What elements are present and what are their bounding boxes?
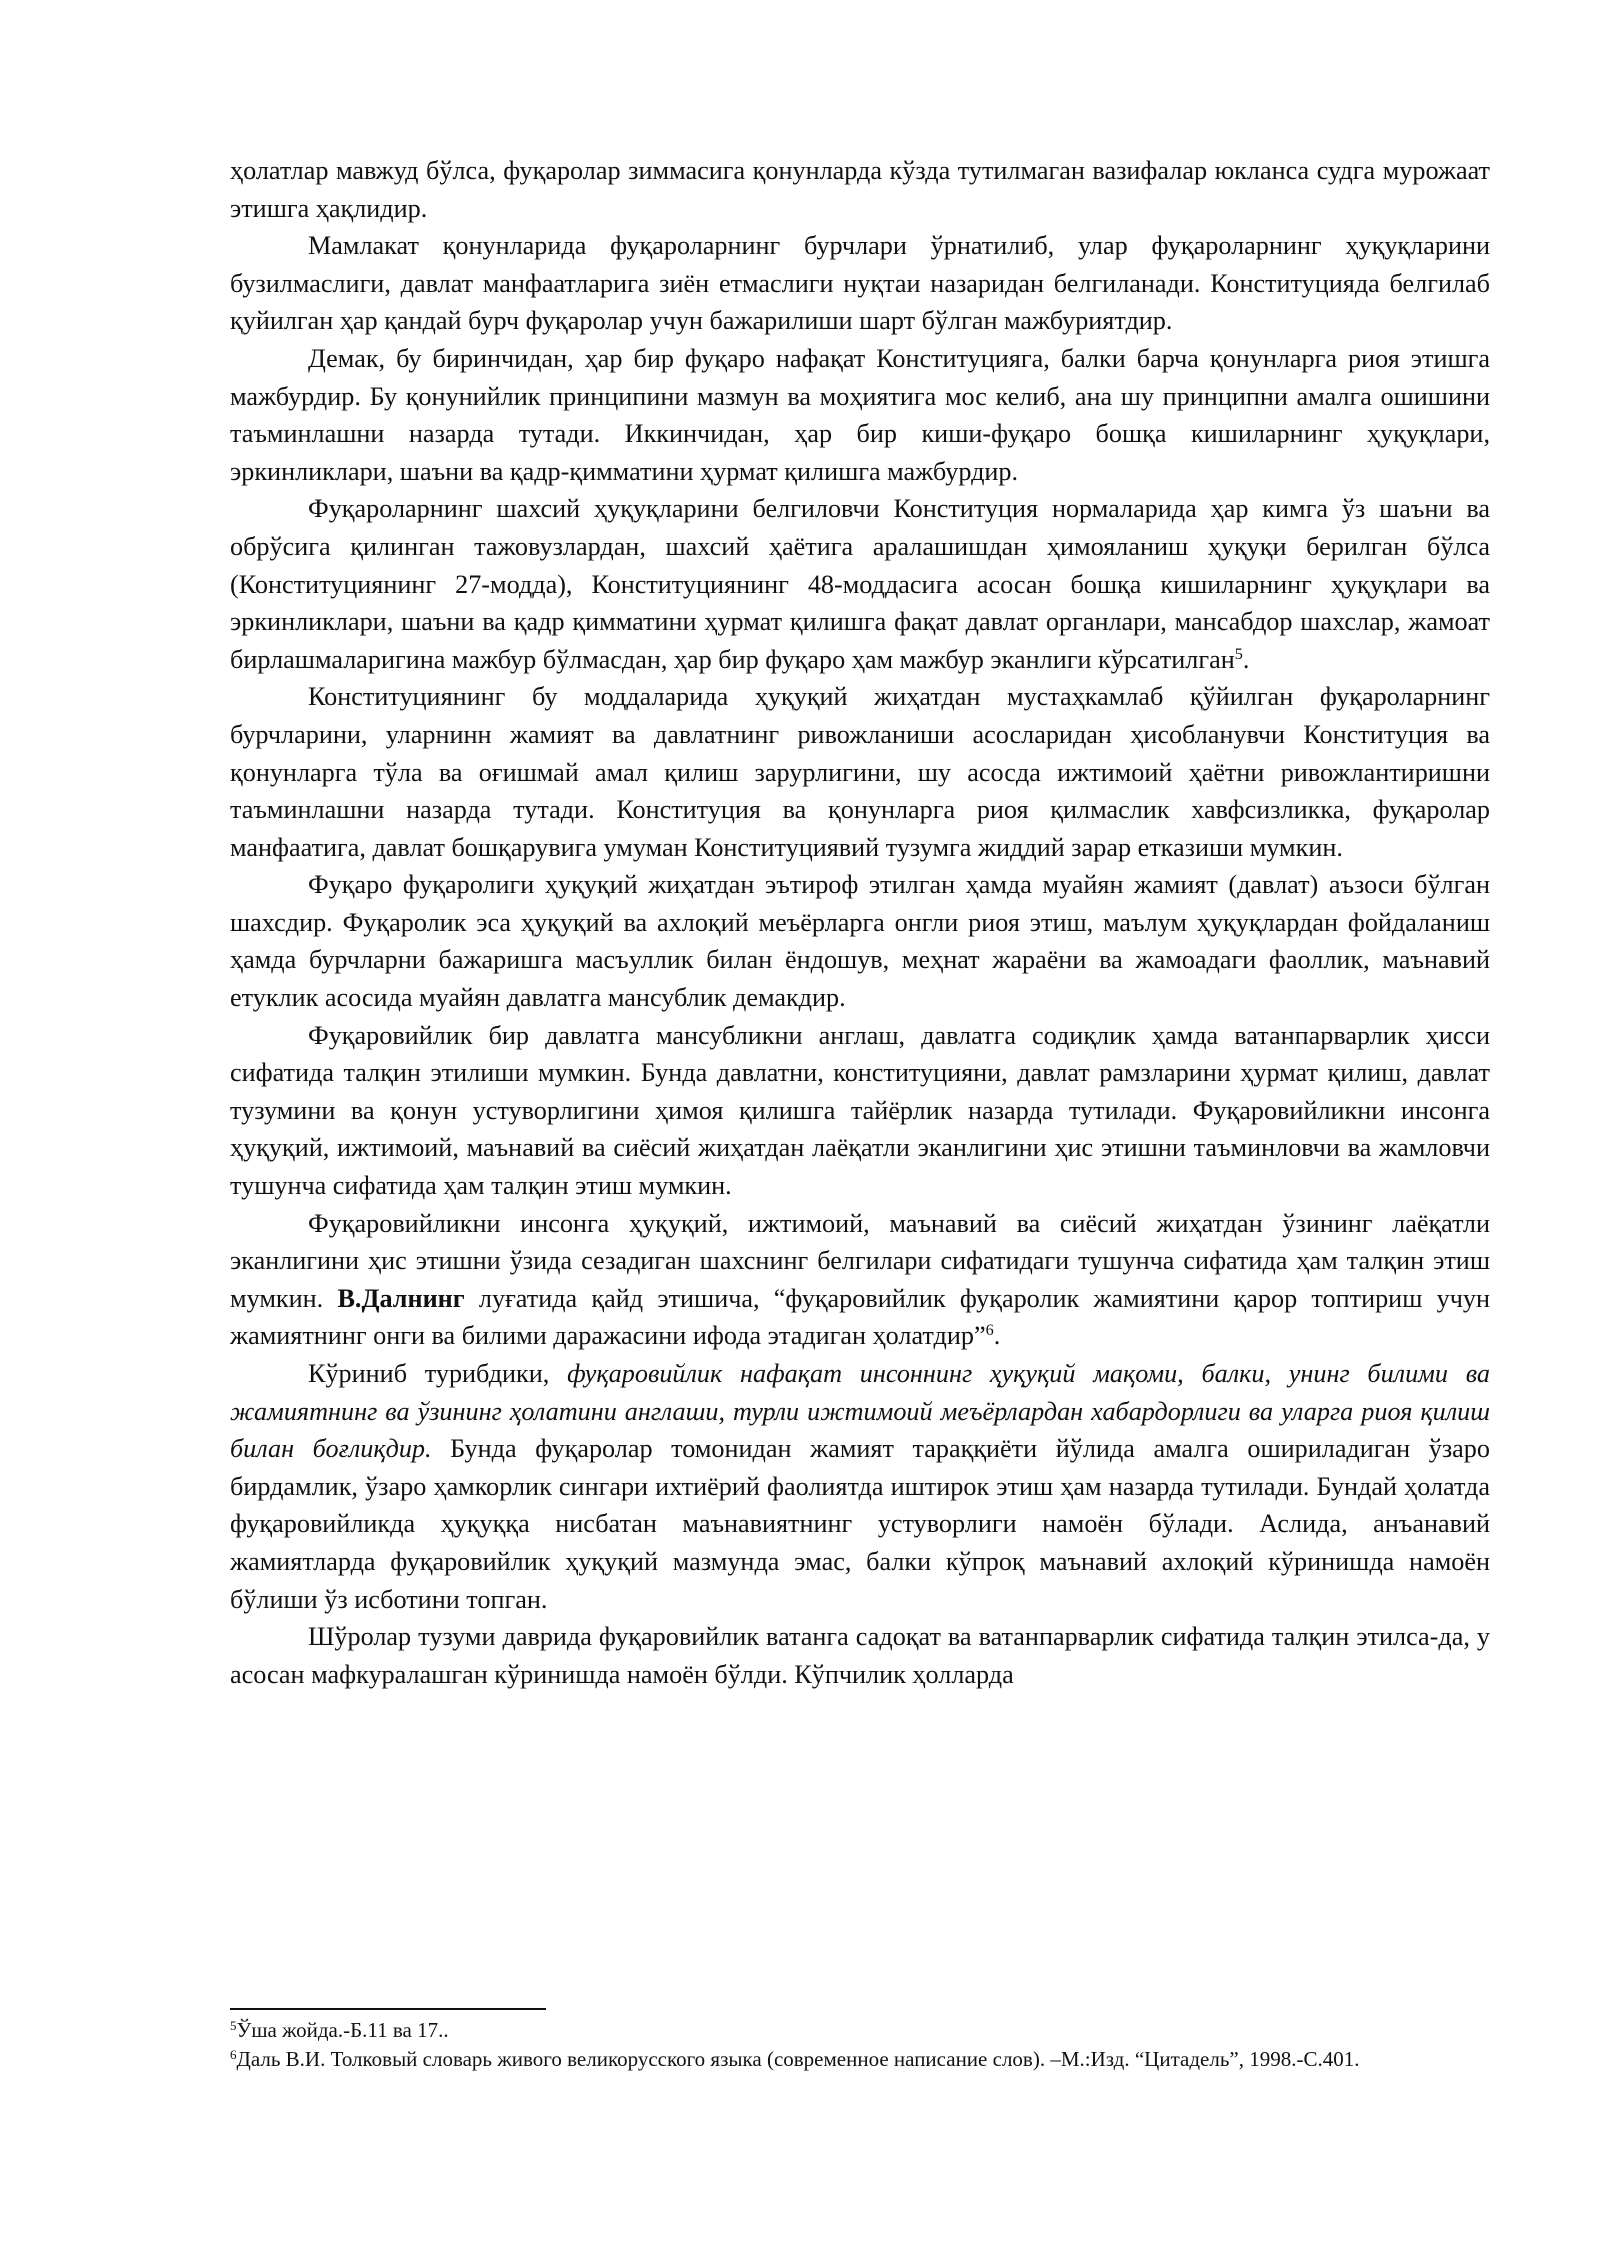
paragraph (230, 866, 1490, 1016)
text-run: Бунда фуқаролар томонидан жамият тараққиёти йўлида амалга ошириладиган ўзаро бирдамлик, ўзаро ҳамкорлик сингари ихтиёрий фаолиятда иштирок этиш ҳам назарда тутилади. Бундай ҳолатда фуқаровийликда ҳуқуққа нисбатан маънавиятнинг устуворлиги намоён бўлади. Аслида, анъанавий жамиятларда фуқаровийлик ҳуқуқий мазмунда эмас, балки кўпроқ маънавий ахлоқий кўринишда намоён бўлиши ўз исботини топган. (230, 1434, 1490, 1614)
text-run: Фуқаро фуқаролиги ҳуқуқий жиҳатдан эътироф этилган ҳамда муайян жамият (давлат) аъзоси бўлган шахсдир. Фуқаролик эса ҳуқуқий ва ахлоқий меъёрларга онгли риоя этиш, маълум ҳуқуқлардан фойдаланиш ҳамда бурчларни бажаришга масъуллик билан ёндошув, меҳнат жараёни ва жамоадаги фаоллик, маънавий етуклик асосида муайян давлатга мансублик демакдир. (230, 870, 1490, 1013)
footnotes (230, 2016, 1490, 2074)
text-run: Фуқаровийлик бир давлатга мансубликни англаш, давлатга содиқлик ҳамда ватанпарварлик ҳисси сифатида талқин этилиши мумкин. Бунда давлатни, конституцияни, давлат рамзларини ҳурмат қилиш, давлат тузумини ва қонун устуворлигини ҳимоя қилишга тайёрлик назарда тутилади. Фуқаровийликни инсонга ҳуқуқий, ижтимоий, маънавий ва сиёсий жиҳатдан лаёқатли эканлигини ҳис этишни таъминловчи ва жамловчи тушунча сифатида ҳам талқин этиш мумкин. (230, 1020, 1490, 1201)
paragraph (230, 1205, 1490, 1355)
text-run: Фуқароларнинг шахсий ҳуқуқларини белгиловчи Конституция нормаларида ҳар кимга ўз шаъни ва обрўсига қилинган тажовузлардан, шахсий ҳаётига аралашишдан ҳимояланиш ҳуқуқи берилган бўлса (Конституциянинг 27-модда), Конституциянинг 48-моддасига асосан бошқа кишиларнинг ҳуқуқлари ва эркинликлари, шаъни ва қадр қимматини ҳурмат қилишга фақат давлат органлари, мансабдор шахслар, жамоат бирлашмаларигина мажбур бўлмасдан, ҳар бир фуқаро ҳам мажбур эканлиги кўрсатилган (230, 494, 1490, 674)
italic-text: фуқаровийлик нафақат инсоннинг ҳуқуқий мақоми, балки, унинг билими ва жамиятнинг ва ўзининг ҳолатини англаши, турли ижтимоий меъёрлардан хабардорлиги ва уларга риоя қилиш билан боғлиқдир. (230, 1359, 1490, 1464)
footnote-reference: 5 (1234, 644, 1243, 663)
footnote-reference: 6 (230, 2046, 237, 2062)
paragraph (230, 490, 1490, 678)
paragraph (230, 1355, 1490, 1618)
text-run: . (1242, 644, 1250, 674)
paragraph (230, 1618, 1490, 1693)
text-run: Шўролар тузуми даврида фуқаровийлик ватанга садоқат ва ватанпарварлик сифатида талқин этилса-да, у асосан мафкуралашган кўринишда намоён бўлди. Кўпчилик ҳолларда (230, 1622, 1490, 1689)
text-run: Даль В.И. Толковый словарь живого великорусского языка (современное написание слов). –М.:Изд. “Цитадель”, 1998.-С.401. (236, 2047, 1360, 2071)
footnote-reference: 6 (985, 1321, 994, 1340)
paragraph (230, 678, 1490, 866)
bold-text: В.Далнинг (337, 1283, 465, 1313)
body-text (230, 152, 1490, 1693)
footnote-separator (230, 2008, 546, 2010)
text-run: Кўриниб турибдики, (308, 1359, 568, 1388)
paragraph (230, 152, 1490, 227)
paragraph (230, 227, 1490, 340)
text-run: Ўша жойда.-Б.11 ва 17.. (236, 2018, 449, 2042)
text-run: луғатида қайд этишича, “фуқаровийлик фуқаролик жамиятини қарор топтириш учун жамиятнинг онги ва билими даражасини ифода этадиган ҳолатдир” (230, 1283, 1490, 1351)
text-run: ҳолатлар мавжуд бўлса, фуқаролар зиммасига қонунларда кўзда тутилмаган вазифалар юкланса судга мурожаат этишга ҳақлидир. (230, 156, 1490, 223)
paragraph (230, 340, 1490, 490)
footnote (230, 2045, 1490, 2074)
text-run: . (993, 1321, 1001, 1351)
text-run: Демак, бу биринчидан, ҳар бир фуқаро нафақат Конституцияга, балки барча қонунларга риоя этишга мажбурдир. Бу қонунийлик принципини мазмун ва моҳиятига мос келиб, ана шу принципни амалга ошишини таъминлашни назарда тутади. Иккинчидан, ҳар бир киши-фуқаро бошқа кишиларнинг ҳуқуқлари, эркинликлари, шаъни ва қадр-қимматини ҳурмат қилишга мажбурдир. (230, 343, 1490, 486)
footnote (230, 2016, 1490, 2045)
text-run: Мамлакат қонунларида фуқароларнинг бурчлари ўрнатилиб, улар фуқароларнинг ҳуқуқларини бузилмаслиги, давлат манфаатларига зиён етмаслиги нуқтаи назаридан белгиланади. Конституцияда белгилаб қуйилган ҳар қандай бурч фуқаролар учун бажарилиши шарт бўлган мажбуриятдир. (230, 231, 1490, 336)
footnote-reference: 5 (230, 2017, 237, 2033)
text-run: Конституциянинг бу моддаларида ҳуқуқий жиҳатдан мустаҳкамлаб қўйилган фуқароларнинг бурчларини, уларнинн жамият ва давлатнинг ривожланиши асосларидан ҳисобланувчи Конституция ва қонунларга тўла ва оғишмай амал қилиш зарурлигини, шу асосда ижтимоий ҳаётни ривожлантиришни таъминлашни назарда тутади. Конституция ва қонунларга риоя қилмаслик хавфсизликка, фуқаролар манфаатига, давлат бошқарувига умуман Конституциявий тузумга жиддий зарар етказиши мумкин. (230, 682, 1490, 862)
paragraph (230, 1017, 1490, 1205)
text-run: Фуқаровийликни инсонга ҳуқуқий, ижтимоий, маънавий ва сиёсий жиҳатдан ўзининг лаёқатли эканлигини ҳис этишни ўзида сезадиган шахснинг белгилари сифатидаги тушунча сифатида ҳам талқин этиш мумкин. (230, 1208, 1490, 1313)
